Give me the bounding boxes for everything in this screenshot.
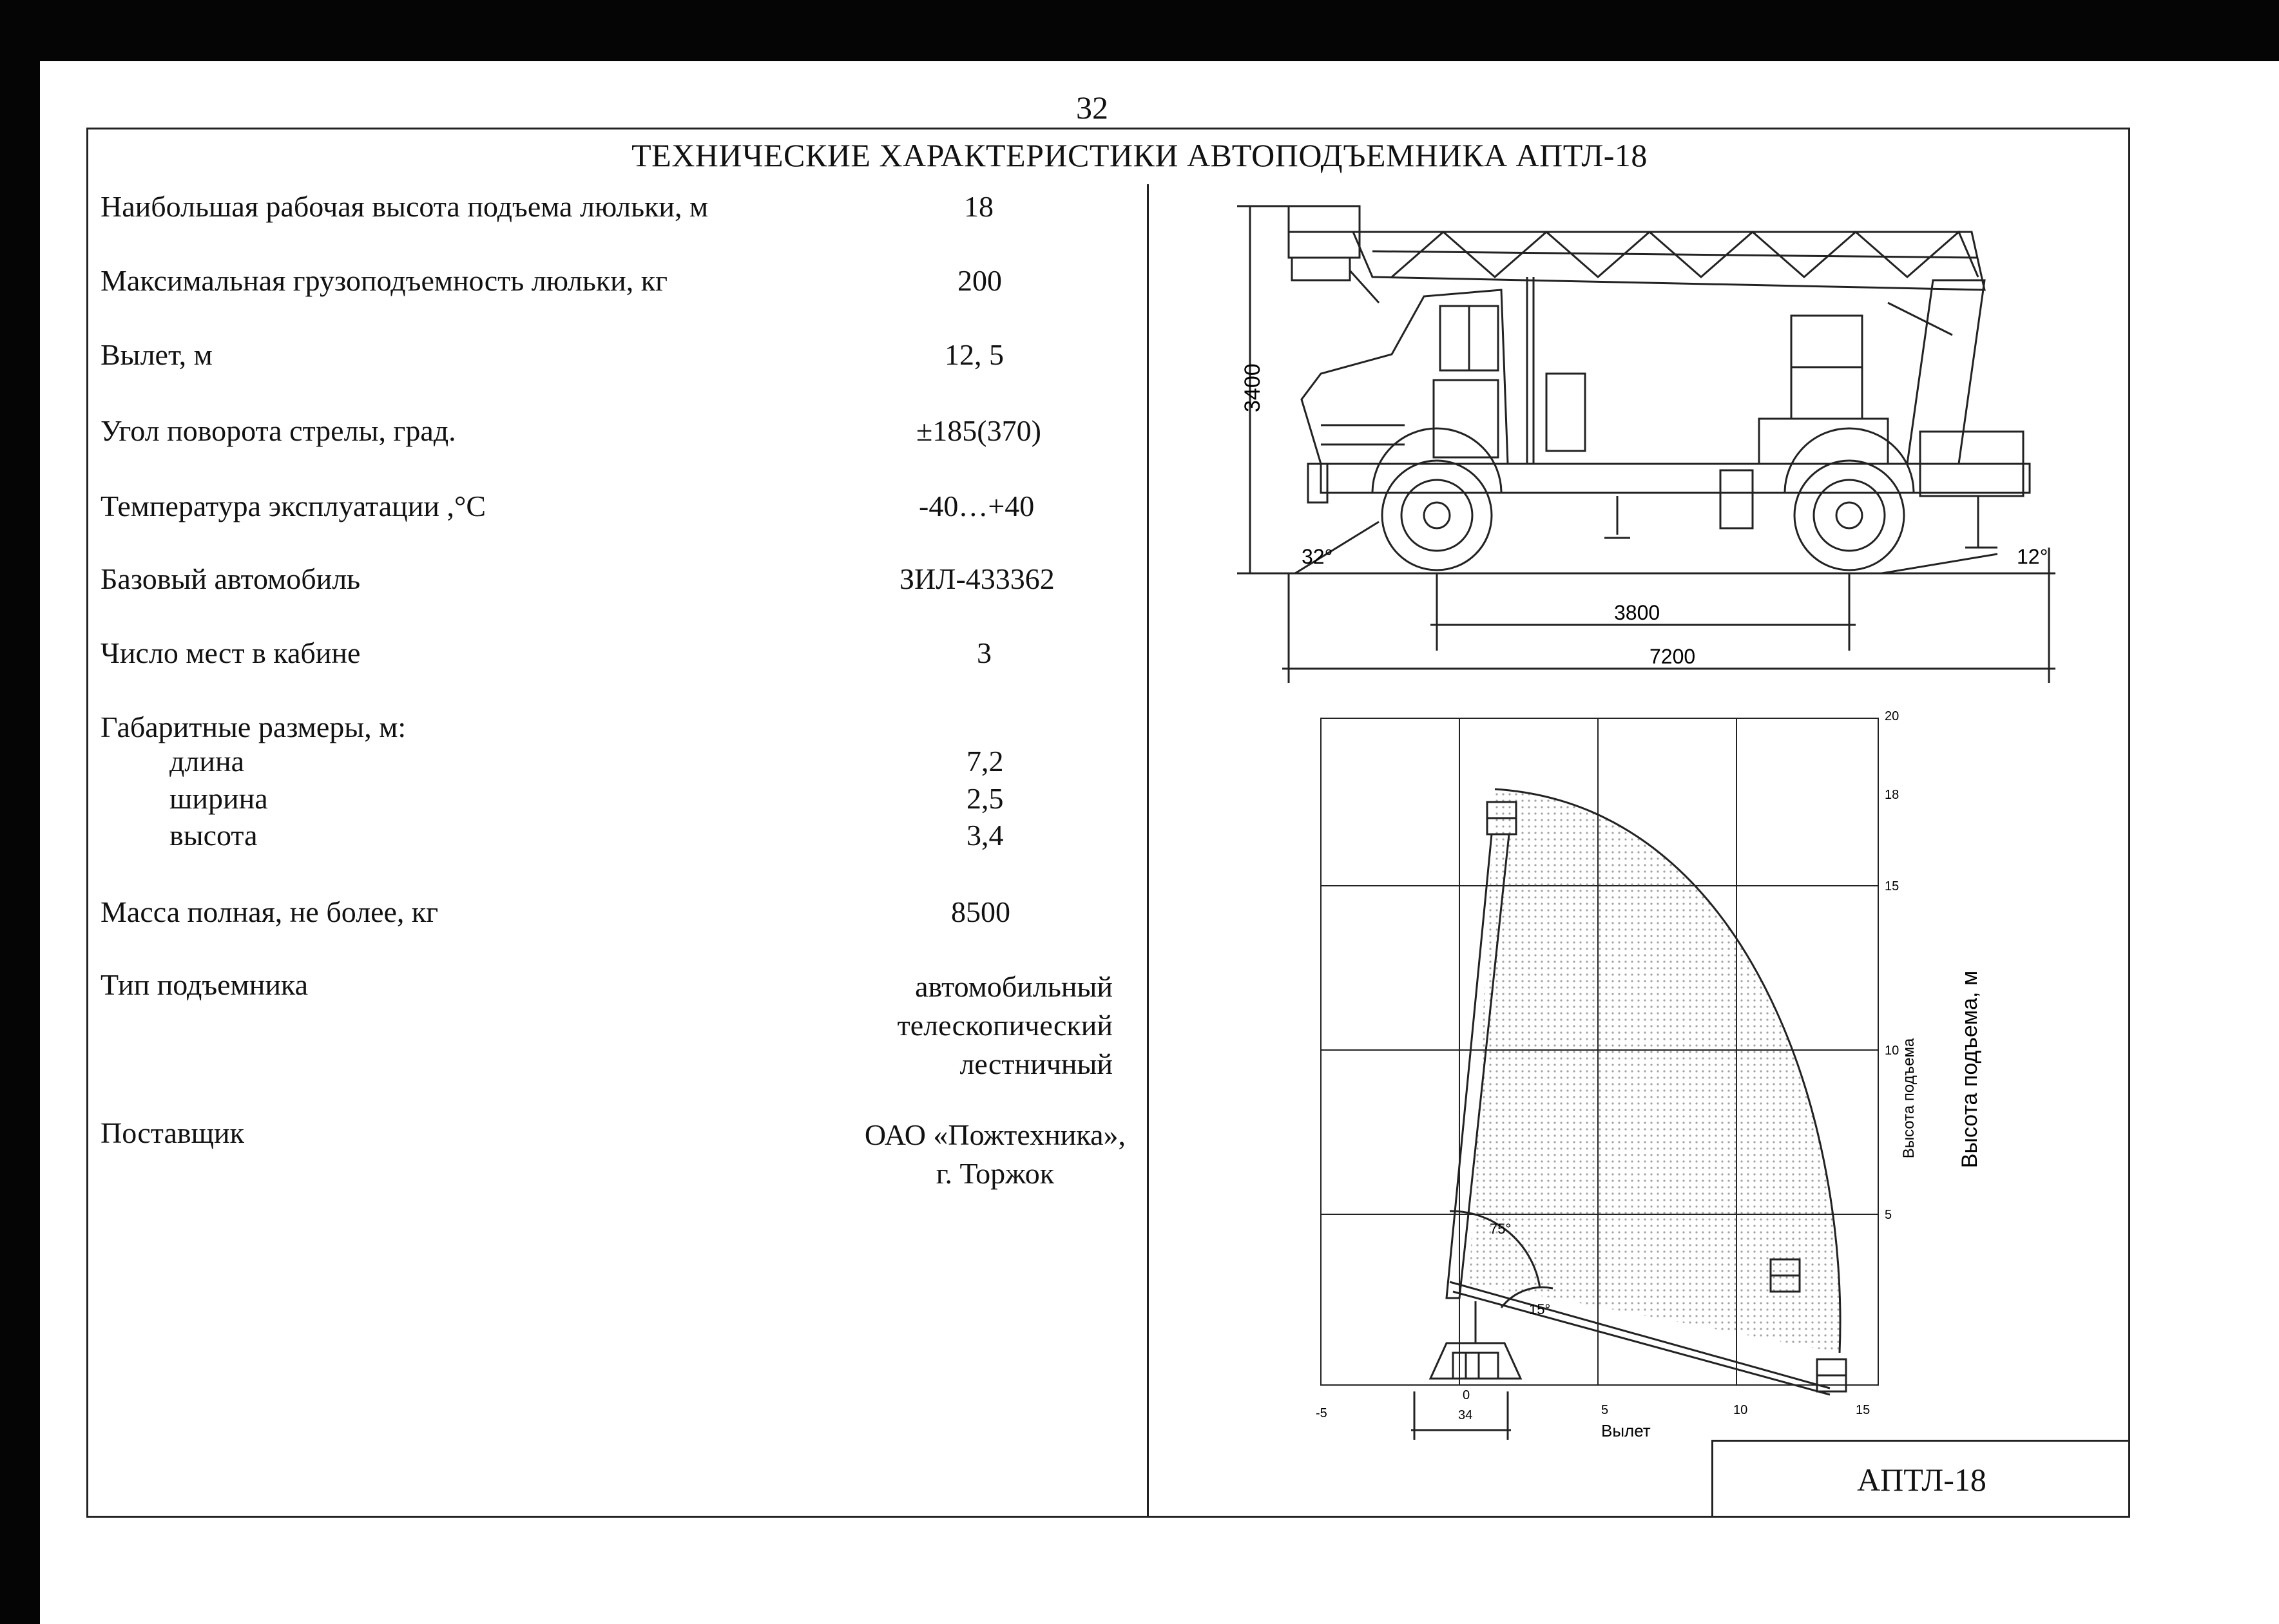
x-tick-10: 10 bbox=[1733, 1403, 1748, 1417]
angle-rear-label: 12° bbox=[2017, 545, 2048, 568]
spec-value: 12, 5 bbox=[945, 338, 1004, 371]
stamp-label: АПТЛ-18 bbox=[1857, 1462, 1986, 1498]
supplier-line: г. Торжок bbox=[936, 1157, 1055, 1190]
angle-lower-label: 15° bbox=[1529, 1301, 1551, 1317]
spec-value: 8500 bbox=[951, 895, 1010, 928]
supplier-line: ОАО «Пожтехника», bbox=[864, 1118, 1126, 1151]
x-axis-label: Вылет bbox=[1601, 1421, 1651, 1440]
page-number: 32 bbox=[1076, 90, 1108, 126]
spec-label: Температура эксплуатации ,°С bbox=[101, 490, 486, 522]
lift-type-line: лестничный bbox=[959, 1047, 1113, 1080]
dimension-length-label: длина bbox=[169, 745, 245, 778]
supplier-value bbox=[865, 1116, 1126, 1193]
column-divider bbox=[1147, 184, 1149, 1518]
spec-value: 3 bbox=[977, 636, 992, 669]
y-tick-18: 18 bbox=[1885, 788, 1899, 802]
working-zone-diagram bbox=[1302, 709, 2010, 1456]
spec-label: Число мест в кабине bbox=[101, 636, 361, 669]
spec-value: ЗИЛ-433362 bbox=[899, 562, 1055, 595]
dimension-width-value: 2,5 bbox=[966, 782, 1004, 815]
spec-label: Тип подъемника bbox=[101, 968, 308, 1001]
dimension-height-value: 3,4 bbox=[966, 819, 1004, 852]
lift-type-line: телескопический bbox=[897, 1009, 1113, 1042]
lift-type-value bbox=[898, 968, 1113, 1084]
dimension-length-value: 7,2 bbox=[966, 745, 1004, 778]
x-tick--5: -5 bbox=[1316, 1406, 1327, 1420]
truck-side-view-drawing bbox=[1224, 187, 2075, 696]
spec-label: Максимальная грузоподъемность люльки, кг bbox=[101, 264, 668, 297]
scan-border-corner bbox=[0, 61, 40, 68]
spec-label: Вылет, м bbox=[101, 338, 213, 371]
x-tick-5: 5 bbox=[1601, 1403, 1609, 1417]
spec-label: Угол поворота стрелы, град. bbox=[101, 414, 456, 447]
angle-front-label: 32° bbox=[1302, 545, 1333, 568]
y-tick-20: 20 bbox=[1885, 709, 1899, 723]
x-tick-0: 0 bbox=[1463, 1388, 1470, 1402]
y-axis-label-large: Высота подъема, м bbox=[1957, 970, 1982, 1169]
y-tick-5: 5 bbox=[1885, 1208, 1892, 1222]
dim-height-label: 3400 bbox=[1240, 363, 1265, 412]
spec-value: 200 bbox=[957, 264, 1002, 297]
spec-label: Базовый автомобиль bbox=[101, 562, 361, 595]
scan-border-top bbox=[0, 0, 2279, 61]
angle-upper-label: 75° bbox=[1490, 1221, 1512, 1237]
y-tick-10: 10 bbox=[1885, 1044, 1899, 1058]
title-block-stamp bbox=[1711, 1440, 2130, 1518]
dimension-width-label: ширина bbox=[169, 782, 268, 815]
dimensions-label: Габаритные размеры, м: bbox=[101, 711, 407, 743]
page-title: ТЕХНИЧЕСКИЕ ХАРАКТЕРИСТИКИ АВТОПОДЪЕМНИКА АПТЛ-18 bbox=[631, 137, 1648, 173]
dim-wheelbase-label: 3800 bbox=[1614, 601, 1660, 624]
base-width-label: 34 bbox=[1458, 1408, 1473, 1422]
dim-length-label: 7200 bbox=[1649, 645, 1696, 668]
lift-type-line: автомобильный bbox=[915, 970, 1113, 1003]
x-tick-15: 15 bbox=[1856, 1403, 1870, 1417]
spec-value: 18 bbox=[964, 190, 994, 223]
spec-label: Поставщик bbox=[101, 1116, 244, 1149]
spec-value: -40…+40 bbox=[919, 490, 1035, 522]
spec-label: Наибольшая рабочая высота подъема люльки, м bbox=[101, 190, 709, 223]
spec-value: ±185(370) bbox=[916, 414, 1041, 447]
scan-border-left bbox=[0, 0, 40, 1624]
y-tick-15: 15 bbox=[1885, 879, 1899, 893]
spec-label: Масса полная, не более, кг bbox=[101, 895, 439, 928]
dimension-height-label: высота bbox=[169, 819, 258, 852]
y-axis-label-small: Высота подъема bbox=[1900, 1038, 1918, 1159]
